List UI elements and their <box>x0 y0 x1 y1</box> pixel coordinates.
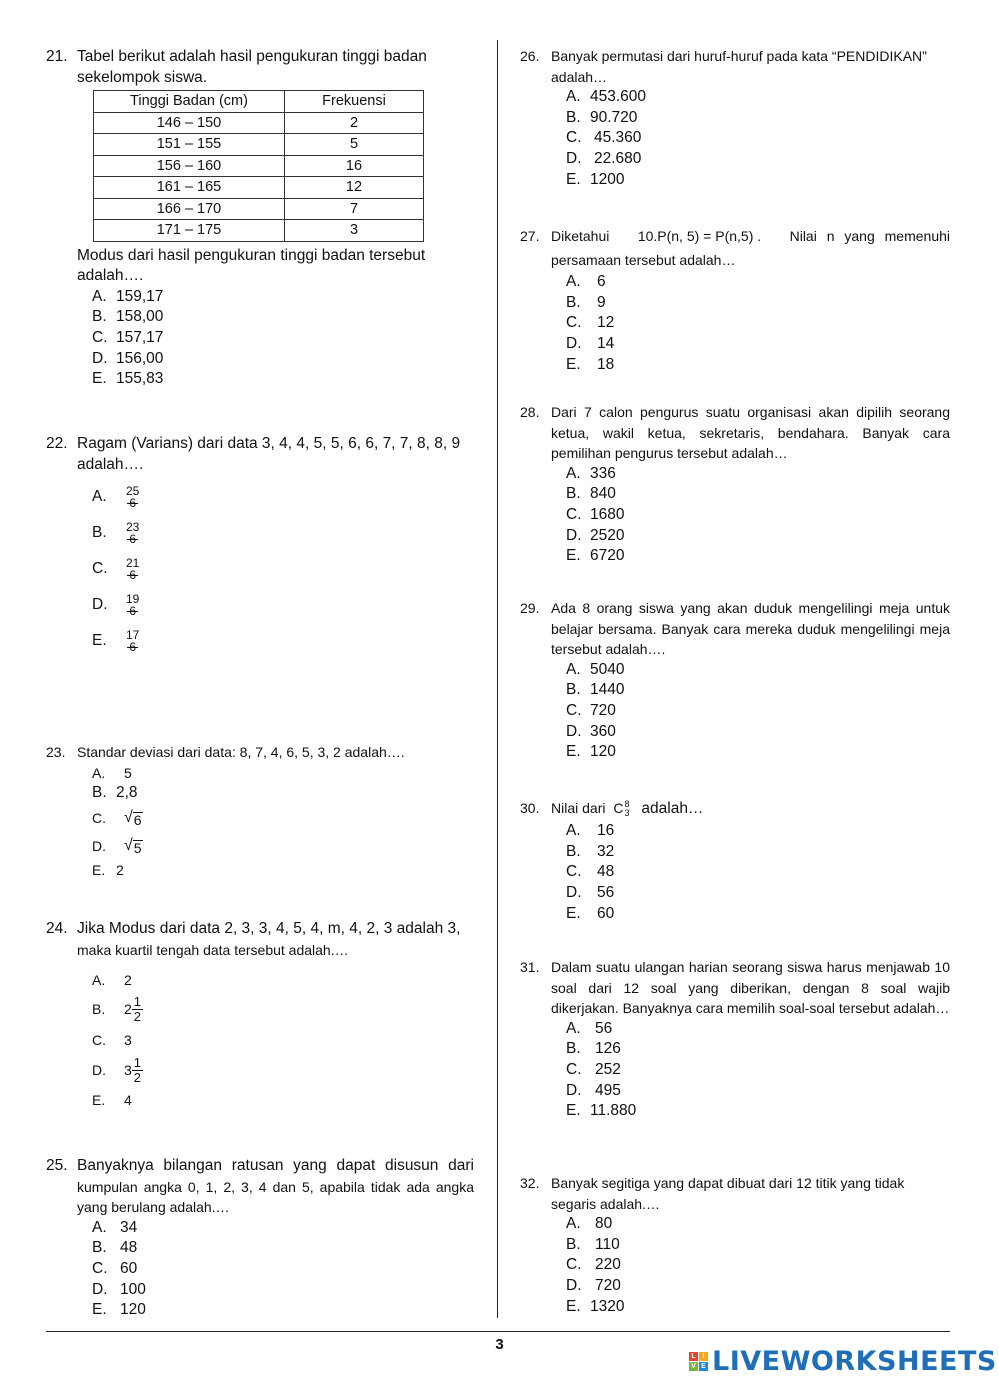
option-text: 48 <box>120 1239 138 1257</box>
option-c[interactable] <box>566 1060 950 1081</box>
option-letter: B. <box>92 1001 106 1018</box>
stem-line: maka kuartil tengah data tersebut adalah.… <box>77 941 349 958</box>
option-letter: A. <box>92 1218 107 1236</box>
option-text: 1680 <box>590 505 625 523</box>
question-number: 30. <box>520 800 540 816</box>
page-number: 3 <box>495 1336 504 1353</box>
option-letter: C. <box>92 809 106 826</box>
option-letter: A. <box>566 1215 581 1232</box>
table-row <box>94 177 424 199</box>
option-d[interactable] <box>566 722 950 743</box>
question-stem: Dari 7 calon pengurus suatu organisasi akan dipilih seorang ketua, wakil ketua, sekretaris, bendahara. Banyak cara pemilihan pengurus tersebut adalah… <box>551 404 950 461</box>
option-text: 158,00 <box>116 308 164 326</box>
table-header: Frekuensi <box>285 91 424 113</box>
option-text: 22.680 <box>594 150 642 168</box>
option-a[interactable] <box>92 967 474 993</box>
option-b[interactable] <box>566 1235 950 1256</box>
option-letter: E. <box>92 1091 106 1108</box>
option-b[interactable] <box>92 515 474 551</box>
question-stem: Tabel berikut adalah hasil pengukuran tinggi badan sekelompok siswa. <box>77 48 427 86</box>
option-a[interactable] <box>566 660 950 681</box>
option-c[interactable] <box>92 804 474 832</box>
question-stem: Banyak permutasi dari huruf-huruf pada kata “PENDIDIKAN” adalah… <box>551 48 927 85</box>
option-a[interactable] <box>566 1019 950 1040</box>
fraction <box>124 485 141 509</box>
option-letter: D. <box>92 349 108 367</box>
option-letter: A. <box>92 971 106 988</box>
option-text: 4 <box>124 1091 132 1108</box>
option-text: 80 <box>595 1215 613 1232</box>
question-stem <box>77 919 474 961</box>
option-d[interactable] <box>566 1081 950 1102</box>
option-text: 453.600 <box>590 88 647 105</box>
option-letter: A. <box>566 822 581 839</box>
option-letter: C. <box>566 129 582 147</box>
whole-part: 3 <box>124 1062 132 1079</box>
mixed-number <box>124 995 143 1024</box>
option-text: 12 <box>597 314 615 332</box>
option-letter: B. <box>566 1040 581 1058</box>
option-c[interactable] <box>566 313 950 334</box>
question-stem: Ada 8 orang siswa yang akan duduk mengelilingi meja untuk belajar bersama. Banyak cara mereka duduk mengelilingi meja tersebut adalah…. <box>551 600 950 657</box>
option-letter: B. <box>92 1239 107 1257</box>
table-header: Tinggi Badan (cm) <box>94 91 285 113</box>
logo-cell-red: L <box>689 1352 698 1361</box>
option-letter: D. <box>92 837 106 854</box>
question-number: 23. <box>46 744 66 760</box>
numerator: 1 <box>133 1055 142 1070</box>
option-a[interactable] <box>92 479 474 515</box>
numerator: 1 <box>133 994 142 1009</box>
formula: 10.P(n, 5) = P(n,5) . <box>637 228 762 244</box>
option-e[interactable] <box>566 1297 950 1318</box>
option-text: 720 <box>595 1277 621 1295</box>
option-letter: E. <box>92 370 107 388</box>
table-cell: 171 – 175 <box>94 220 285 242</box>
whole-part: 2 <box>124 1001 132 1018</box>
option-letter: C. <box>566 1256 582 1274</box>
option-d[interactable] <box>92 1054 474 1087</box>
question-number: 32. <box>520 1175 540 1191</box>
option-e[interactable] <box>566 904 950 925</box>
option-text: 159,17 <box>116 287 164 305</box>
option-text: 16 <box>597 822 615 839</box>
option-d[interactable] <box>566 883 950 904</box>
question-22 <box>46 434 474 659</box>
option-text: 48 <box>597 863 615 881</box>
table-cell: 146 – 150 <box>94 112 285 134</box>
option-letter: B. <box>92 784 107 802</box>
option-letter: D. <box>566 150 582 168</box>
table-cell: 161 – 165 <box>94 177 285 199</box>
option-letter: B. <box>566 842 581 860</box>
option-text: 56 <box>597 884 615 902</box>
question-27 <box>520 224 950 376</box>
numerator: 25 <box>126 484 140 498</box>
question-number: 29. <box>520 600 540 616</box>
option-text: 9 <box>597 293 606 311</box>
fraction <box>124 521 141 545</box>
denominator: 6 <box>129 532 137 546</box>
table-cell: 151 – 155 <box>94 134 285 156</box>
option-b[interactable] <box>92 1238 474 1259</box>
option-e[interactable] <box>566 742 950 763</box>
option-letter: C. <box>92 328 108 346</box>
option-c[interactable] <box>566 505 950 526</box>
question-number: 28. <box>520 404 540 420</box>
option-letter: E. <box>566 1102 581 1120</box>
option-e[interactable] <box>566 355 950 376</box>
option-text: 156,00 <box>116 349 164 367</box>
question-stem: Ragam (Varians) dari data 3, 4, 4, 5, 5, 6, 6, 7, 7, 8, 8, 9 adalah…. <box>77 435 461 473</box>
option-d[interactable] <box>566 526 950 547</box>
option-letter: A. <box>566 88 581 105</box>
option-text: 14 <box>597 335 615 353</box>
option-letter: D. <box>566 526 582 544</box>
option-letter: B. <box>92 308 107 326</box>
option-a[interactable] <box>566 272 950 293</box>
option-letter: D. <box>92 1280 108 1298</box>
option-letter: B. <box>566 108 581 126</box>
question-stem: Dalam suatu ulangan harian seorang siswa harus menjawab 10 soal dari 12 soal yang diberikan, dengan 8 soal wajib dikerjakan. Banyaknya cara memilih soal-soal tersebut adalah… <box>551 959 950 1016</box>
option-letter: C. <box>92 1031 106 1048</box>
option-text: 90.720 <box>590 108 638 126</box>
mixed-number <box>124 1056 143 1085</box>
option-text: 18 <box>597 355 615 373</box>
stem-text: Nilai n yang memenuhi <box>789 228 950 244</box>
question-30 <box>520 796 950 925</box>
question-stem <box>551 224 950 272</box>
question-32 <box>520 1173 950 1318</box>
option-text: 2,8 <box>116 784 138 802</box>
option-text: 360 <box>590 722 616 740</box>
option-letter: C. <box>566 505 582 523</box>
option-text: 2 <box>116 861 124 878</box>
question-23 <box>46 742 474 881</box>
option-letter: E. <box>92 631 107 649</box>
table-row <box>94 220 424 242</box>
option-b[interactable] <box>92 307 474 328</box>
denominator: 6 <box>129 568 137 582</box>
option-text: 157,17 <box>116 328 164 346</box>
option-c[interactable] <box>566 1255 950 1276</box>
column-divider <box>497 40 498 1318</box>
question-25 <box>46 1156 474 1321</box>
logo-text: LIVEWORKSHEETS <box>712 1346 997 1377</box>
option-text: 6 <box>597 273 606 290</box>
question-number: 22. <box>46 435 68 452</box>
stem-line: Jika Modus dari data 2, 3, 3, 4, 5, 4, m, 4, 2, 3 adalah 3, <box>77 920 461 937</box>
superscript: 8 <box>624 799 630 810</box>
option-letter: A. <box>566 273 581 290</box>
question-stem <box>551 796 950 821</box>
footer-rule <box>46 1331 950 1332</box>
question-number: 24. <box>46 920 68 937</box>
stem-line: kumpulan angka 0, 1, 2, 3, 4 dan 5, apabila tidak ada angka yang berulang adalah.… <box>77 1178 474 1215</box>
option-d[interactable] <box>566 334 950 355</box>
denominator: 6 <box>129 604 137 618</box>
question-stem: Banyak segitiga yang dapat dibuat dari 12 titik yang tidak segaris adalah.… <box>551 1175 905 1212</box>
option-a[interactable] <box>92 287 474 308</box>
option-b[interactable] <box>566 108 950 129</box>
question-29 <box>520 598 950 763</box>
option-d[interactable] <box>92 349 474 370</box>
denominator: 2 <box>133 1070 142 1085</box>
option-letter: C. <box>92 1259 108 1277</box>
option-a[interactable] <box>92 763 474 784</box>
option-text: 60 <box>597 904 615 922</box>
option-text: 336 <box>590 464 616 482</box>
option-letter: A. <box>566 464 581 482</box>
numerator: 19 <box>126 592 140 606</box>
option-letter: C. <box>566 863 582 881</box>
option-b[interactable] <box>92 993 474 1026</box>
option-letter: C. <box>566 701 582 719</box>
question-number: 27. <box>520 228 540 244</box>
option-letter: A. <box>566 660 581 678</box>
square-root: √ 5 <box>124 836 142 857</box>
option-b[interactable] <box>566 842 950 863</box>
question-28 <box>520 402 950 567</box>
option-text: 5040 <box>590 660 625 678</box>
option-d[interactable] <box>566 1276 950 1297</box>
option-e[interactable] <box>566 546 950 567</box>
table-row <box>94 155 424 177</box>
option-e[interactable] <box>92 369 474 390</box>
option-letter: D. <box>92 1062 106 1079</box>
option-a[interactable] <box>566 464 950 485</box>
option-letter: D. <box>566 722 582 740</box>
option-b[interactable] <box>92 783 474 804</box>
radicand: 5 <box>133 840 142 857</box>
table-row <box>94 134 424 156</box>
option-text: 495 <box>595 1081 621 1099</box>
option-b[interactable] <box>566 293 950 314</box>
question-number: 21. <box>46 48 68 65</box>
option-letter: D. <box>566 1081 582 1099</box>
logo-cell-blue: E <box>699 1362 708 1371</box>
table-row <box>94 198 424 220</box>
logo-grid-icon <box>689 1352 708 1371</box>
option-c[interactable] <box>566 862 950 883</box>
option-e[interactable] <box>92 1087 474 1113</box>
option-letter: E. <box>566 170 581 188</box>
option-e[interactable] <box>92 1300 474 1321</box>
option-a[interactable] <box>566 821 950 842</box>
option-c[interactable] <box>566 701 950 722</box>
liveworksheets-logo[interactable] <box>689 1346 997 1377</box>
option-text: 45.360 <box>594 129 642 147</box>
question-31 <box>520 957 950 1122</box>
question-number: 26. <box>520 48 540 64</box>
option-text: 110 <box>595 1235 620 1253</box>
option-text: 11.880 <box>590 1102 637 1120</box>
height-frequency-table <box>93 90 424 242</box>
option-text: 120 <box>120 1301 146 1319</box>
option-e[interactable] <box>566 1101 950 1122</box>
question-26 <box>520 46 950 191</box>
option-c[interactable] <box>566 128 950 149</box>
option-letter: B. <box>566 1235 581 1253</box>
option-d[interactable] <box>92 587 474 623</box>
question-stem <box>77 1156 474 1218</box>
option-letter: E. <box>92 861 106 878</box>
option-letter: D. <box>566 884 582 902</box>
option-text: 2 <box>124 971 132 988</box>
question-21 <box>46 47 474 390</box>
stem-text: Nilai dari <box>551 800 606 816</box>
option-letter: B. <box>566 293 581 311</box>
option-letter: D. <box>566 335 582 353</box>
option-letter: A. <box>92 487 107 505</box>
option-text: 100 <box>120 1280 146 1298</box>
table-cell: 7 <box>285 198 424 220</box>
option-letter: E. <box>566 904 581 922</box>
option-letter: E. <box>566 1297 581 1315</box>
option-d[interactable] <box>92 1280 474 1301</box>
option-text: 155,83 <box>116 370 164 388</box>
option-text: 1320 <box>590 1297 625 1315</box>
option-letter: B. <box>92 523 107 541</box>
option-text: 32 <box>597 842 615 860</box>
option-text: 1440 <box>590 681 625 699</box>
question-number: 31. <box>520 959 540 975</box>
denominator: 2 <box>133 1009 142 1024</box>
option-letter: B. <box>566 485 581 503</box>
option-a[interactable] <box>566 87 950 108</box>
question-stem: Modus dari hasil pengukuran tinggi badan tersebut adalah…. <box>77 246 426 284</box>
radicand: 6 <box>133 812 142 829</box>
option-b[interactable] <box>566 1039 950 1060</box>
option-text: 220 <box>595 1256 621 1274</box>
option-letter: A. <box>92 287 107 305</box>
logo-cell-orange: I <box>699 1352 708 1361</box>
option-b[interactable] <box>566 680 950 701</box>
option-d[interactable] <box>566 149 950 170</box>
option-a[interactable] <box>92 1218 474 1239</box>
table-cell: 156 – 160 <box>94 155 285 177</box>
table-cell: 3 <box>285 220 424 242</box>
option-letter: B. <box>566 681 581 699</box>
stem-text: adalah… <box>641 800 704 817</box>
option-text: 2520 <box>590 526 625 544</box>
logo-cell-green: V <box>689 1362 698 1371</box>
denominator: 6 <box>129 496 137 510</box>
numerator: 23 <box>126 520 140 534</box>
option-e[interactable] <box>566 170 950 191</box>
option-text: 34 <box>120 1218 138 1236</box>
option-c[interactable] <box>92 328 474 349</box>
fraction <box>124 557 141 581</box>
table-cell: 2 <box>285 112 424 134</box>
table-cell: 166 – 170 <box>94 198 285 220</box>
fraction <box>124 629 141 653</box>
option-text: 720 <box>590 701 616 719</box>
numerator: 21 <box>126 556 140 570</box>
option-letter: D. <box>92 595 108 613</box>
stem-line: Banyaknya bilangan ratusan yang dapat disusun dari <box>77 1157 474 1174</box>
option-text: 252 <box>595 1060 621 1078</box>
option-text: 840 <box>590 485 616 503</box>
fraction <box>124 593 141 617</box>
subscript: 3 <box>624 808 630 819</box>
option-text: 3 <box>124 1031 132 1048</box>
question-stem: Standar deviasi dari data: 8, 7, 4, 6, 5, 3, 2 adalah…. <box>77 744 405 760</box>
stem-text: persamaan tersebut adalah… <box>551 252 736 268</box>
option-letter: C. <box>566 314 582 332</box>
option-e[interactable] <box>92 623 474 659</box>
option-text: 1200 <box>590 170 625 188</box>
option-text: 56 <box>595 1019 613 1037</box>
option-letter: E. <box>92 1301 107 1319</box>
numerator: 17 <box>126 628 140 642</box>
denominator: 6 <box>129 640 137 654</box>
question-number: 25. <box>46 1157 68 1174</box>
table-row <box>94 112 424 134</box>
option-b[interactable] <box>566 484 950 505</box>
option-d[interactable] <box>92 832 474 860</box>
square-root: √ 6 <box>124 808 142 829</box>
option-letter: E. <box>566 355 581 373</box>
option-letter: E. <box>566 547 581 565</box>
stem-text: Diketahui <box>551 228 610 244</box>
option-text: 126 <box>595 1040 621 1058</box>
table-cell: 16 <box>285 155 424 177</box>
option-letter: E. <box>566 743 581 761</box>
option-letter: C. <box>92 559 108 577</box>
option-c[interactable] <box>92 1259 474 1280</box>
option-letter: C. <box>566 1060 582 1078</box>
option-text: 6720 <box>590 547 625 565</box>
option-letter: A. <box>566 1019 581 1037</box>
option-c[interactable] <box>92 551 474 587</box>
option-text: 5 <box>124 764 132 781</box>
table-cell: 12 <box>285 177 424 199</box>
question-24 <box>46 919 474 1113</box>
option-letter: A. <box>92 764 106 781</box>
table-cell: 5 <box>285 134 424 156</box>
option-letter: D. <box>566 1277 582 1295</box>
option-text: 120 <box>590 743 616 761</box>
option-e[interactable] <box>92 860 474 881</box>
combination-symbol: C <box>613 800 624 816</box>
option-text: 60 <box>120 1259 138 1277</box>
option-c[interactable] <box>92 1026 474 1054</box>
option-a[interactable] <box>566 1214 950 1235</box>
